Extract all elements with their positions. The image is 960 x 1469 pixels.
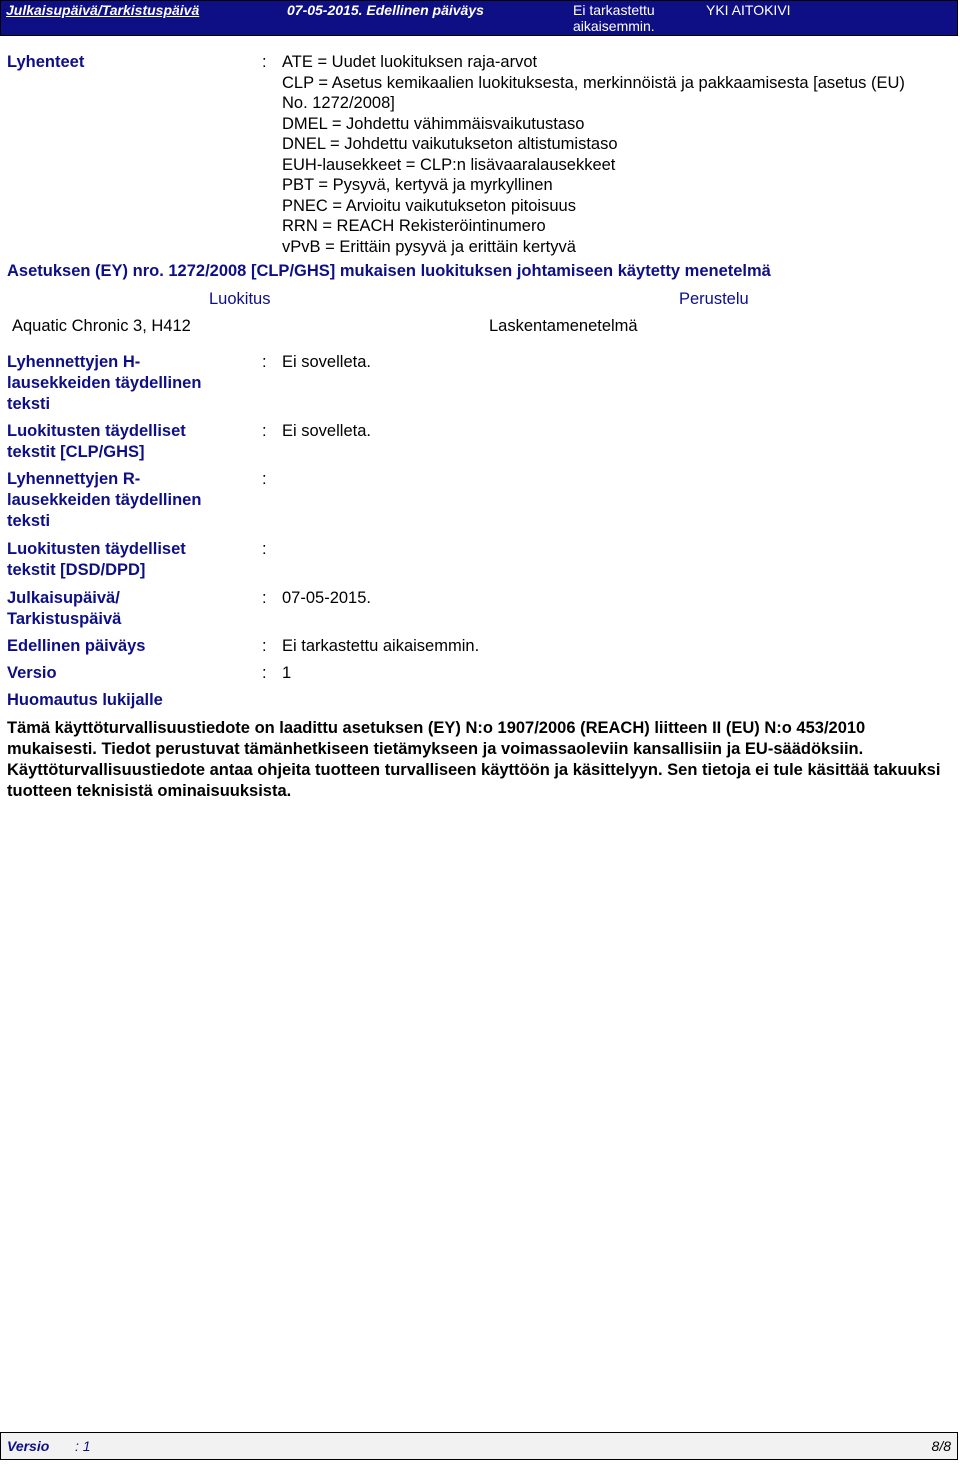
footer-version-value: : 1 [75, 1438, 91, 1454]
abbreviation-item: vPvB = Erittäin pysyvä ja erittäin kertyvä [282, 237, 576, 256]
r-phrases-label: Lyhennettyjen R-lausekkeiden täydellinen teksti [7, 470, 202, 530]
abbreviation-item: PBT = Pysyvä, kertyvä ja myrkyllinen [282, 176, 553, 194]
header-not-reviewed: Ei tarkastettu aikaisemmin. [573, 2, 655, 34]
field-colon: : [262, 540, 267, 558]
abbreviations-label: Lyhenteet [7, 53, 85, 71]
clp-classification-texts-label: Luokitusten täydelliset tekstit [CLP/GHS] [7, 422, 186, 461]
abbreviation-item: ATE = Uudet luokituksen raja-arvot [282, 53, 538, 71]
abbreviation-item: CLP = Asetus kemikaalien luokituksesta, merkinnöistä ja pakkaamisesta [asetus (EU) No. 1272/2008] [282, 73, 905, 112]
classification-column-header: Luokitus [209, 290, 271, 308]
field-colon: : [262, 353, 267, 371]
h-phrases-label: Lyhennettyjen H-lausekkeiden täydellinen teksti [7, 353, 202, 413]
field-colon: : [262, 637, 267, 655]
page-footer [0, 1432, 958, 1460]
field-colon: : [262, 470, 267, 488]
abbreviation-item: PNEC = Arvioitu vaikutukseton pitoisuus [282, 196, 576, 215]
header-product-name: YKI AITOKIVI [706, 2, 791, 18]
issue-date-value: 07-05-2015. [282, 589, 371, 607]
field-colon: : [262, 589, 267, 607]
notice-text: Tämä käyttöturvallisuustiedote on laadittu asetuksen (EY) N:o 1907/2006 (REACH) liitteen II (EU) N:o 453/2010 mukaisesti. Tiedot perustuvat tämänhetkiseen tietämykseen ja voimassaoleviin kansallisiin ja EU-säädöksiin. Käyttöturvallisuustiedote antaa ohjeita tuotteen turvalliseen käyttöön ja käsittelyyn. Sen tietoja ei tule käsittää takuuksi tuotteen teknisistä ominaisuuksista. [7, 719, 941, 800]
header-issue-date-label: Julkaisupäivä/Tarkistuspäivä [6, 2, 200, 18]
basis-column-header: Perustelu [679, 290, 749, 308]
abbreviation-item: DNEL = Johdettu vaikutukseton altistumistaso [282, 135, 618, 153]
notice-label: Huomautus lukijalle [7, 691, 163, 709]
page-header [0, 0, 958, 36]
issue-date-label: Julkaisupäivä/ Tarkistuspäivä [7, 589, 122, 628]
version-label: Versio [7, 664, 57, 682]
dsd-classification-texts-label: Luokitusten täydelliset tekstit [DSD/DPD] [7, 540, 186, 579]
header-date-prev-label: 07-05-2015. Edellinen päiväys [287, 2, 484, 18]
field-colon: : [262, 664, 267, 682]
abbreviation-item: EUH-lausekkeet = CLP:n lisävaaralausekkeet [282, 155, 616, 174]
field-colon: : [262, 422, 267, 440]
h-phrases-value: Ei sovelleta. [282, 353, 371, 371]
classification-section-title: Asetuksen (EY) nro. 1272/2008 [CLP/GHS] mukaisen luokituksen johtamiseen käytetty menetelmä [7, 262, 771, 280]
basis-value: Laskentamenetelmä [489, 317, 638, 335]
previous-date-label: Edellinen päiväys [7, 637, 146, 655]
abbreviations-list [282, 52, 932, 257]
footer-version-label: Versio [7, 1438, 50, 1454]
abbreviation-item: RRN = REACH Rekisteröintinumero [282, 217, 546, 235]
footer-page-number: 8/8 [931, 1438, 951, 1454]
classification-value: Aquatic Chronic 3, H412 [12, 317, 191, 335]
abbreviation-item: DMEL = Johdettu vähimmäisvaikutustaso [282, 114, 585, 133]
previous-date-value: Ei tarkastettu aikaisemmin. [282, 637, 480, 655]
abbreviations-colon: : [262, 53, 267, 71]
version-value: 1 [282, 664, 292, 682]
clp-classification-texts-value: Ei sovelleta. [282, 422, 371, 440]
